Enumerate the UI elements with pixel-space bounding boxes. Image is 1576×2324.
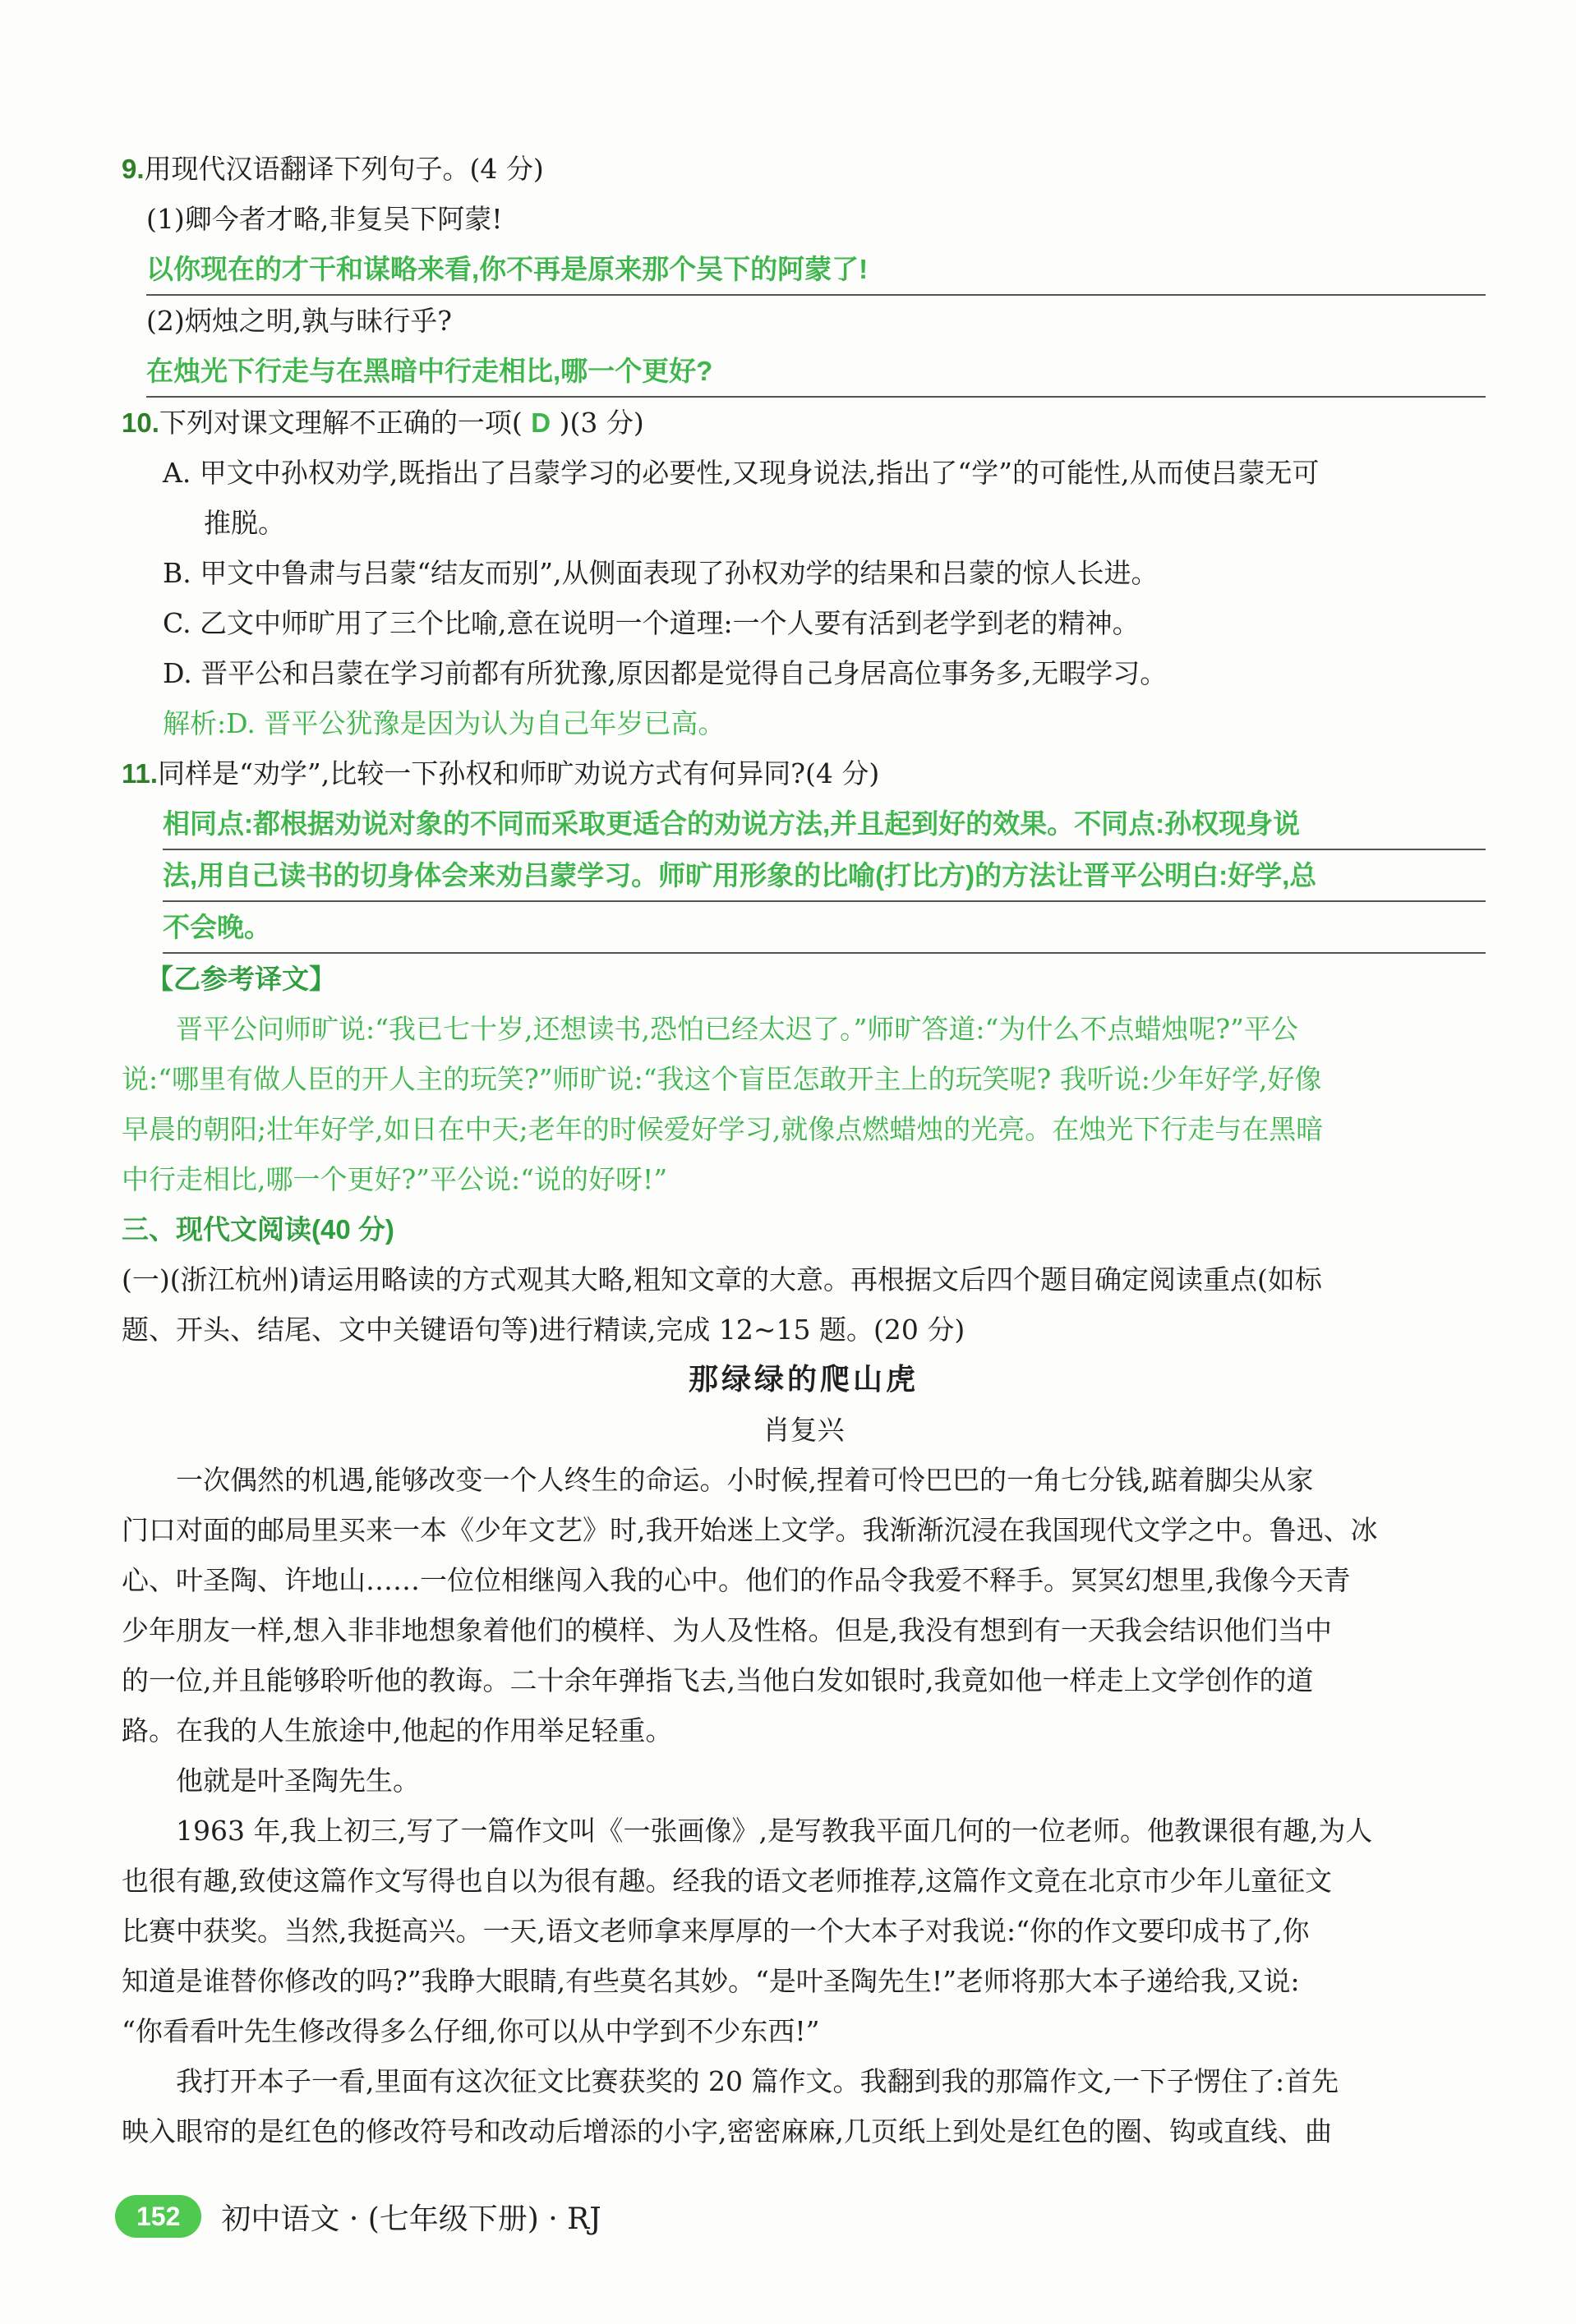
ref-line-3: 早晨的朝阳;壮年好学,如日在中天;老年的时候爱好学习,就像点燃蜡烛的光亮。在烛光下行走与在黑暗	[122, 1113, 1324, 1145]
article-p1-line-3: 心、叶圣陶、许地山……一位位相继闯入我的心中。他们的作品令我爱不释手。冥冥幻想里,我像今天青	[122, 1564, 1351, 1596]
q10-option-d: D. 晋平公和吕蒙在学习前都有所犹豫,原因都是觉得自己身居高位事务多,无暇学习。	[163, 657, 1168, 689]
article-p3-line-1: 1963 年,我上初三,写了一篇作文叫《一张画像》,是写教我平面几何的一位老师。他教课很有趣,为人	[176, 1815, 1373, 1847]
q10-analysis: 解析:D. 晋平公犹豫是因为认为自己年岁已高。	[163, 707, 726, 739]
article-p3-line-4: 知道是谁替你修改的吗?”我睁大眼睛,有些莫名其妙。“是叶圣陶先生!”老师将那大本子递给我,又说:	[122, 1965, 1300, 1997]
q11-answer-line-3: 不会晚。	[163, 902, 1486, 954]
article-p4-line-2: 映入眼帘的是红色的修改符号和改动后增添的小字,密密麻麻,几页纸上到处是红色的圈、钩或直线、曲	[122, 2115, 1332, 2147]
q11-stem	[122, 748, 1486, 798]
q10-option-a-cont: 推脱。	[204, 507, 285, 539]
q10-score: )(3 分)	[559, 407, 644, 439]
book-title: 初中语文 · (七年级下册) · RJ	[221, 2202, 601, 2236]
article-p1-line-5: 的一位,并且能够聆听他的教诲。二十余年弹指飞去,当他白发如银时,我竟如他一样走上文学创作的道	[122, 1664, 1314, 1696]
ref-line-4: 中行走相比,哪一个更好?”平公说:“说的好呀!”	[122, 1163, 668, 1195]
article-p3-line-3: 比赛中获奖。当然,我挺高兴。一天,语文老师拿来厚厚的一个大本子对我说:“你的作文要印成书了,你	[122, 1915, 1310, 1947]
q11-answer	[122, 798, 1486, 954]
q10-stem-text: 下列对课文理解不正确的一项(	[159, 407, 523, 439]
q10-option-b: B. 甲文中鲁肃与吕蒙“结友而别”,从侧面表现了孙权劝学的结果和吕蒙的惊人长进。	[163, 557, 1159, 589]
q9-sentence-2: (2)炳烛之明,孰与昧行乎?	[146, 305, 452, 337]
intro-line-1: (一)(浙江杭州)请运用略读的方式观其大略,粗知文章的大意。再根据文后四个题目确定阅读重点(如标	[122, 1263, 1322, 1295]
article-p2: 他就是叶圣陶先生。	[176, 1765, 420, 1797]
ref-line-1: 晋平公问师旷说:“我已七十岁,还想读书,恐怕已经太迟了。”师旷答道:“为什么不点蜡烛呢?”平公	[176, 1013, 1298, 1045]
intro-line-2: 题、开头、结尾、文中关键语句等)进行精读,完成 12~15 题。(20 分)	[122, 1314, 965, 1346]
article-p4-line-1: 我打开本子一看,里面有这次征文比赛获奖的 20 篇作文。我翻到我的那篇作文,一下子愣住了:首先	[176, 2065, 1339, 2097]
article-p1-line-4: 少年朋友一样,想入非非地想象着他们的模样、为人及性格。但是,我没有想到有一天我会结识他们当中	[122, 1614, 1332, 1646]
q10-option-c: C. 乙文中师旷用了三个比喻,意在说明一个道理:一个人要有活到老学到老的精神。	[163, 607, 1140, 639]
q10-number: 10.	[122, 407, 159, 438]
q11-number: 11.	[122, 758, 159, 789]
q9-stem	[122, 144, 1486, 194]
q10-option-a: A. 甲文中孙权劝学,既指出了吕蒙学习的必要性,又现身说法,指出了“学”的可能性,从而使吕蒙无可	[163, 457, 1320, 489]
article-p1-line-2: 门口对面的邮局里买来一本《少年文艺》时,我开始迷上文学。我渐渐沉浸在我国现代文学之中。鲁迅、冰	[122, 1514, 1378, 1546]
article-title: 那绿绿的爬山虎	[688, 1362, 919, 1397]
q9-number: 9.	[122, 154, 145, 184]
page-footer	[115, 2195, 601, 2238]
q10-stem	[122, 398, 1486, 448]
q11-answer-line-2: 法,用自己读书的切身体会来劝吕蒙学习。师旷用形象的比喻(打比方)的方法让晋平公明白:好学,总	[163, 850, 1486, 902]
article-p1-line-1: 一次偶然的机遇,能够改变一个人终生的命运。小时候,捏着可怜巴巴的一角七分钱,踮着脚尖从家	[176, 1464, 1314, 1496]
q9-sentence-1: (1)卿今者才略,非复吴下阿蒙!	[146, 203, 503, 235]
q9-stem-text: 用现代汉语翻译下列句子。(4 分)	[144, 153, 544, 185]
q9-answer-1: 以你现在的才干和谋略来看,你不再是原来那个吴下的阿蒙了!	[146, 244, 1486, 296]
article-author: 肖复兴	[763, 1414, 845, 1446]
section-heading: 三、现代文阅读(40 分)	[122, 1214, 394, 1245]
ref-heading: 【乙参考译文】	[146, 964, 336, 994]
q11-answer-line-1: 相同点:都根据劝说对象的不同而采取更适合的劝说方法,并且起到好的效果。不同点:孙权现身说	[163, 798, 1486, 850]
q9-answer-2: 在烛光下行走与在黑暗中行走相比,哪一个更好?	[146, 346, 1486, 398]
article-p1-line-6: 路。在我的人生旅途中,他起的作用举足轻重。	[122, 1714, 673, 1746]
article-p3-line-2: 也很有趣,致使这篇作文写得也自以为很有趣。经我的语文老师推荐,这篇作文竟在北京市少年儿童征文	[122, 1865, 1332, 1897]
content	[122, 144, 1486, 2156]
page-number-badge: 152	[115, 2195, 201, 2238]
article-p3-line-5: “你看看叶先生修改得多么仔细,你可以从中学到不少东西!”	[122, 2015, 820, 2047]
q10-answer: D	[531, 407, 551, 438]
ref-line-2: 说:“哪里有做人臣的开人主的玩笑?”师旷说:“我这个盲臣怎敢开主上的玩笑呢? 我听说:少年好学,好像	[122, 1063, 1322, 1095]
q11-stem-text: 同样是“劝学”,比较一下孙权和师旷劝说方式有何异同?(4 分)	[158, 757, 880, 789]
